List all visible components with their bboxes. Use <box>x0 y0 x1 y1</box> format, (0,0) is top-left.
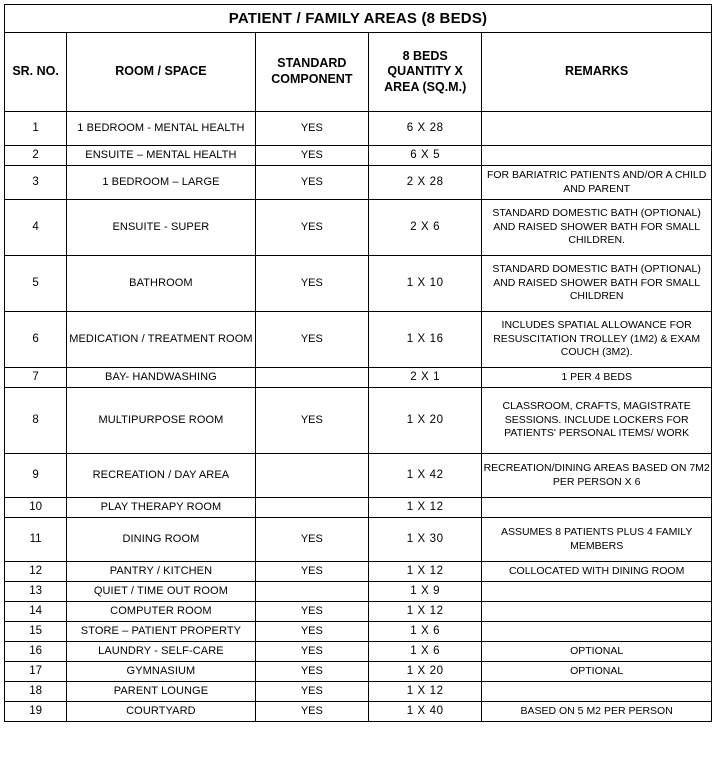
cell-remarks <box>482 602 712 622</box>
table-row <box>5 498 712 518</box>
table-row <box>5 622 712 642</box>
cell-sr-no: 13 <box>5 582 67 602</box>
table-row <box>5 454 712 498</box>
cell-sr-no: 3 <box>5 166 67 200</box>
cell-sr-no: 10 <box>5 498 67 518</box>
cell-sr-no: 14 <box>5 602 67 622</box>
cell-room-space: PARENT LOUNGE <box>67 682 256 702</box>
cell-room-space: ENSUITE – MENTAL HEALTH <box>67 146 256 166</box>
cell-sr-no: 8 <box>5 388 67 454</box>
cell-standard-component: YES <box>255 256 368 312</box>
cell-sr-no: 7 <box>5 368 67 388</box>
cell-quantity-area: 2 X 28 <box>369 166 482 200</box>
table-row <box>5 166 712 200</box>
column-header-quantity-line2: QUANTITY X <box>387 64 463 79</box>
cell-remarks: OPTIONAL <box>482 642 712 662</box>
cell-standard-component: YES <box>255 518 368 562</box>
table-title-row <box>5 5 712 33</box>
cell-standard-component: YES <box>255 388 368 454</box>
table-row <box>5 200 712 256</box>
cell-quantity-area: 1 X 10 <box>369 256 482 312</box>
cell-standard-component <box>255 368 368 388</box>
cell-remarks: STANDARD DOMESTIC BATH (OPTIONAL) AND RAISED SHOWER BATH FOR SMALL CHILDREN <box>482 256 712 312</box>
cell-sr-no: 16 <box>5 642 67 662</box>
page-title: PATIENT / FAMILY AREAS (8 BEDS) <box>5 5 712 33</box>
cell-quantity-area: 1 X 20 <box>369 388 482 454</box>
cell-quantity-area: 1 X 42 <box>369 454 482 498</box>
cell-remarks <box>482 582 712 602</box>
cell-room-space: MEDICATION / TREATMENT ROOM <box>67 312 256 368</box>
cell-quantity-area: 1 X 16 <box>369 312 482 368</box>
table-row <box>5 368 712 388</box>
cell-quantity-area: 1 X 12 <box>369 682 482 702</box>
cell-sr-no: 17 <box>5 662 67 682</box>
cell-room-space: ENSUITE - SUPER <box>67 200 256 256</box>
cell-standard-component <box>255 454 368 498</box>
cell-quantity-area: 1 X 12 <box>369 498 482 518</box>
cell-remarks <box>482 112 712 146</box>
cell-remarks <box>482 682 712 702</box>
cell-remarks: OPTIONAL <box>482 662 712 682</box>
cell-standard-component: YES <box>255 602 368 622</box>
column-header-quantity-line3: AREA (SQ.M.) <box>384 79 467 94</box>
cell-room-space: 1 BEDROOM – LARGE <box>67 166 256 200</box>
column-header-quantity-line1: 8 BEDS <box>402 48 448 63</box>
cell-room-space: STORE – PATIENT PROPERTY <box>67 622 256 642</box>
column-header-room-space: ROOM / SPACE <box>67 33 256 112</box>
cell-sr-no: 15 <box>5 622 67 642</box>
cell-room-space: DINING ROOM <box>67 518 256 562</box>
cell-room-space: LAUNDRY - SELF-CARE <box>67 642 256 662</box>
column-header-quantity-area <box>369 33 482 112</box>
table-row <box>5 112 712 146</box>
cell-standard-component: YES <box>255 662 368 682</box>
cell-sr-no: 11 <box>5 518 67 562</box>
cell-sr-no: 19 <box>5 702 67 722</box>
cell-sr-no: 18 <box>5 682 67 702</box>
cell-remarks: CLASSROOM, CRAFTS, MAGISTRATE SESSIONS. INCLUDE LOCKERS FOR PATIENTS' PERSONAL ITEMS/ WORK <box>482 388 712 454</box>
cell-quantity-area: 1 X 40 <box>369 702 482 722</box>
table-row <box>5 388 712 454</box>
cell-remarks <box>482 498 712 518</box>
cell-quantity-area: 1 X 6 <box>369 622 482 642</box>
cell-sr-no: 2 <box>5 146 67 166</box>
cell-remarks <box>482 622 712 642</box>
table-row <box>5 602 712 622</box>
column-header-standard-component-line2: COMPONENT <box>271 72 353 86</box>
cell-quantity-area: 1 X 12 <box>369 562 482 582</box>
column-header-remarks: REMARKS <box>482 33 712 112</box>
cell-standard-component <box>255 498 368 518</box>
column-header-sr-no: SR. NO. <box>5 33 67 112</box>
patient-family-areas-table <box>4 4 712 722</box>
cell-sr-no: 5 <box>5 256 67 312</box>
cell-quantity-area: 1 X 20 <box>369 662 482 682</box>
cell-room-space: MULTIPURPOSE ROOM <box>67 388 256 454</box>
cell-remarks: RECREATION/DINING AREAS BASED ON 7M2 PER PERSON X 6 <box>482 454 712 498</box>
cell-room-space: PLAY THERAPY ROOM <box>67 498 256 518</box>
cell-quantity-area: 2 X 1 <box>369 368 482 388</box>
cell-sr-no: 1 <box>5 112 67 146</box>
table-row <box>5 642 712 662</box>
cell-standard-component: YES <box>255 622 368 642</box>
cell-standard-component: YES <box>255 166 368 200</box>
cell-remarks: COLLOCATED WITH DINING ROOM <box>482 562 712 582</box>
table-row <box>5 582 712 602</box>
cell-standard-component: YES <box>255 682 368 702</box>
cell-room-space: COMPUTER ROOM <box>67 602 256 622</box>
table-row <box>5 682 712 702</box>
cell-quantity-area: 1 X 30 <box>369 518 482 562</box>
cell-standard-component: YES <box>255 146 368 166</box>
cell-standard-component: YES <box>255 200 368 256</box>
cell-remarks <box>482 146 712 166</box>
table-row <box>5 702 712 722</box>
cell-sr-no: 9 <box>5 454 67 498</box>
cell-standard-component: YES <box>255 642 368 662</box>
column-header-standard-component <box>255 33 368 112</box>
cell-room-space: COURTYARD <box>67 702 256 722</box>
table-row <box>5 256 712 312</box>
cell-standard-component: YES <box>255 562 368 582</box>
cell-remarks: BASED ON 5 M2 PER PERSON <box>482 702 712 722</box>
table-row <box>5 662 712 682</box>
column-header-row <box>5 33 712 112</box>
cell-quantity-area: 1 X 9 <box>369 582 482 602</box>
cell-room-space: GYMNASIUM <box>67 662 256 682</box>
cell-room-space: 1 BEDROOM - MENTAL HEALTH <box>67 112 256 146</box>
cell-quantity-area: 1 X 12 <box>369 602 482 622</box>
cell-quantity-area: 6 X 28 <box>369 112 482 146</box>
cell-remarks: INCLUDES SPATIAL ALLOWANCE FOR RESUSCITATION TROLLEY (1M2) & EXAM COUCH (3M2). <box>482 312 712 368</box>
cell-sr-no: 4 <box>5 200 67 256</box>
table-row <box>5 146 712 166</box>
table-header <box>5 5 712 112</box>
cell-room-space: RECREATION / DAY AREA <box>67 454 256 498</box>
cell-standard-component: YES <box>255 112 368 146</box>
cell-room-space: BAY- HANDWASHING <box>67 368 256 388</box>
cell-quantity-area: 6 X 5 <box>369 146 482 166</box>
table-body <box>5 112 712 722</box>
cell-standard-component <box>255 582 368 602</box>
cell-room-space: QUIET / TIME OUT ROOM <box>67 582 256 602</box>
table-row <box>5 562 712 582</box>
cell-room-space: PANTRY / KITCHEN <box>67 562 256 582</box>
cell-remarks: FOR BARIATRIC PATIENTS AND/OR A CHILD AND PARENT <box>482 166 712 200</box>
cell-sr-no: 6 <box>5 312 67 368</box>
cell-quantity-area: 2 X 6 <box>369 200 482 256</box>
cell-standard-component: YES <box>255 312 368 368</box>
cell-standard-component: YES <box>255 702 368 722</box>
cell-remarks: 1 PER 4 BEDS <box>482 368 712 388</box>
cell-quantity-area: 1 X 6 <box>369 642 482 662</box>
cell-remarks: STANDARD DOMESTIC BATH (OPTIONAL) AND RAISED SHOWER BATH FOR SMALL CHILDREN. <box>482 200 712 256</box>
column-header-standard-component-line1: STANDARD <box>277 56 347 71</box>
table-row <box>5 312 712 368</box>
table-row <box>5 518 712 562</box>
cell-remarks: ASSUMES 8 PATIENTS PLUS 4 FAMILY MEMBERS <box>482 518 712 562</box>
cell-room-space: BATHROOM <box>67 256 256 312</box>
cell-sr-no: 12 <box>5 562 67 582</box>
